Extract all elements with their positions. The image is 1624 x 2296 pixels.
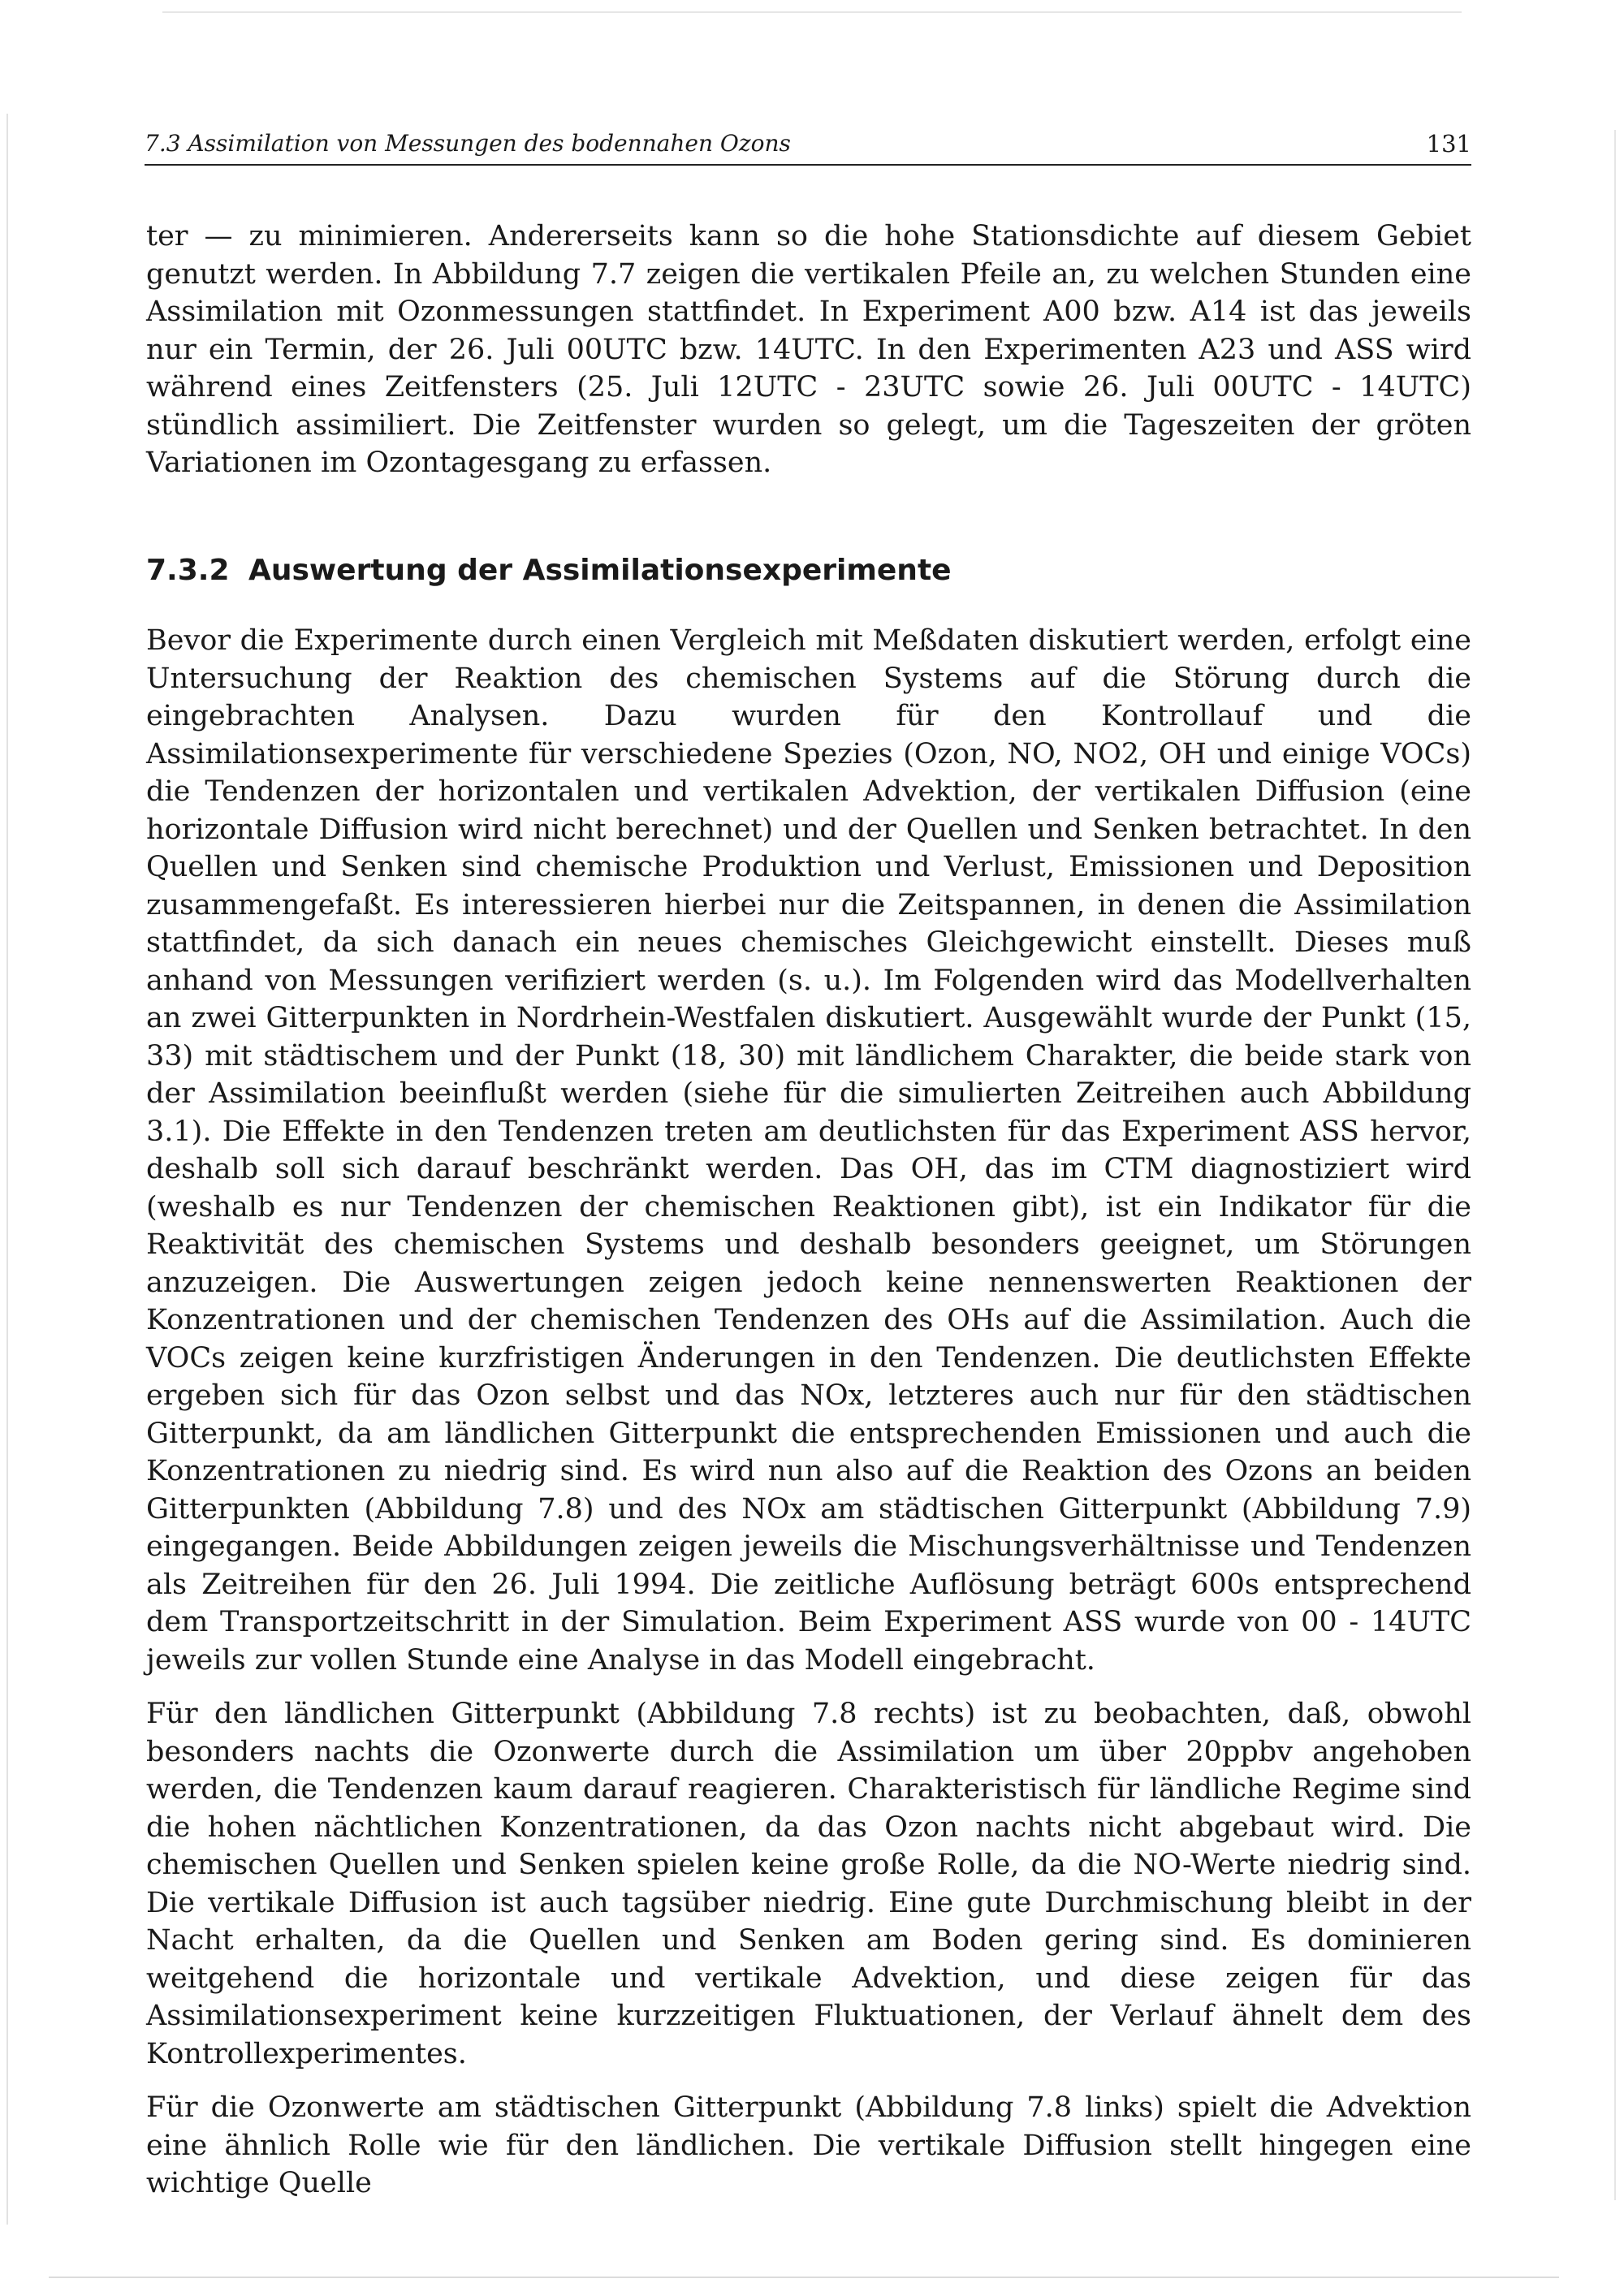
page-number: 131: [1426, 130, 1471, 158]
paragraph-urban-gridpoint: Für die Ozonwerte am städtischen Gitterpunkt (Abbildung 7.8 links) spielt die Advektion eine ähnlich Rolle wie für den ländlichen. Die vertikale Diffusion stellt hingegen eine wichtige Quelle: [146, 2091, 1471, 2199]
scan-edge-top: [162, 11, 1462, 13]
paragraph-rural-gridpoint: Für den ländlichen Gitterpunkt (Abbildung 7.8 rechts) ist zu beobachten, daß, obwohl besonders nachts die Ozonwerte durch die Assimilation um über 20ppbv angehoben werden, die Tendenzen kaum darauf reagieren. Charakteristisch für ländliche Regime sind die hohen nächtlichen Konzentrationen, da das Ozon nachts nicht abgebaut wird. Die chemischen Quellen und Senken spielen keine große Rolle, da die NO-Werte niedrig sind. Die vertikale Diffusion ist auch tagsüber niedrig. Eine gute Durchmischung bleibt in der Nacht erhalten, da die Quellen und Senken am Boden gering sind. Es dominieren weitgehend die horizontale und vertikale Advektion, und diese zeigen für das Assimilationsexperiment keine kurzzeitigen Fluktuationen, der Verlauf ähnelt dem des Kontrollexperimentes.: [146, 1698, 1471, 2070]
page-body: [146, 218, 1471, 2203]
paragraph-continuation: ter — zu minimieren. Andererseits kann so die hohe Stationsdichte auf diesem Gebiet genutzt werden. In Abbildung 7.7 zeigen die vertikalen Pfeile an, zu welchen Stunden eine Assimilation mit Ozonmessungen stattfindet. In Experiment A00 bzw. A14 ist das jeweils nur ein Termin, der 26. Juli 00UTC bzw. 14UTC. In den Experimenten A23 und ASS wird während eines Zeitfensters (25. Juli 12UTC - 23UTC sowie 26. Juli 00UTC - 14UTC) stündlich assimiliert. Die Zeitfenster wurden so gelegt, um die Tageszeiten der gröten Variationen im Ozontagesgang zu erfassen.: [146, 220, 1471, 479]
section-heading: [146, 552, 1471, 590]
scan-edge-bottom: [49, 2277, 1559, 2278]
section-title: Auswertung der Assimilationsexperimente: [248, 553, 952, 587]
section-number: 7.3.2: [146, 553, 230, 587]
running-header: [145, 127, 1471, 166]
scan-edge-left: [6, 114, 8, 2225]
running-header-section: 7.3 Assimilation von Messungen des bodennahen Ozons: [145, 130, 791, 157]
paragraph-tendency-analysis: Bevor die Experimente durch einen Vergleich mit Meßdaten diskutiert werden, erfolgt eine Untersuchung der Reaktion des chemischen Systems auf die Störung durch die eingebrachten Analysen. Dazu wurden für den Kontrollauf und die Assimilationsexperimente für verschiedene Spezies (Ozon, NO, NO2, OH und einige VOCs) die Tendenzen der horizontalen und vertikalen Advektion, der vertikalen Diffusion (eine horizontale Diffusion wird nicht berechnet) und der Quellen und Senken betrachtet. In den Quellen und Senken sind chemische Produktion und Verlust, Emissionen und Deposition zusammengefaßt. Es interessieren hierbei nur die Zeitspannen, in denen die Assimilation stattfindet, da sich danach ein neues chemisches Gleichgewicht einstellt. Dieses muß anhand von Messungen verifiziert werden (s. u.). Im Folgenden wird das Modellverhalten an zwei Gitterpunkten in Nordrhein-Westfalen diskutiert. Ausgewählt wurde der Punkt (15, 33) mit städtischem und der Punkt (18, 30) mit ländlichem Charakter, die beide stark von der Assimilation beeinflußt werden (siehe für die simulierten Zeitreihen auch Abbildung 3.1). Die Effekte in den Tendenzen treten am deutlichsten für das Experiment ASS hervor, deshalb soll sich darauf beschränkt werden. Das OH, das im CTM diagnostiziert wird (weshalb es nur Tendenzen der chemischen Reaktionen gibt), ist ein Indikator für die Reaktivität des chemischen Systems und deshalb besonders geeignet, um Störungen anzuzeigen. Die Auswertungen zeigen jedoch keine nennenswerten Reaktionen der Konzentrationen und der chemischen Tendenzen des OHs auf die Assimilation. Auch die VOCs zeigen keine kurzfristigen Änderungen in den Tendenzen. Die deutlichsten Effekte ergeben sich für das Ozon selbst und das NOx, letzteres auch nur für den städtischen Gitterpunkt, da am ländlichen Gitterpunkt die entsprechenden Emissionen und auch die Konzentrationen zu niedrig sind. Es wird nun also auf die Reaktion des Ozons an beiden Gitterpunkten (Abbildung 7.8) und des NOx am städtischen Gitterpunkt (Abbildung 7.9) eingegangen. Beide Abbildungen zeigen jeweils die Mischungsverhältnisse und Tendenzen als Zeitreihen für den 26. Juli 1994. Die zeitliche Auflösung beträgt 600s entsprechend dem Transportzeitschritt in der Simulation. Beim Experiment ASS wurde von 00 - 14UTC jeweils zur vollen Stunde eine Analyse in das Modell eingebracht.: [146, 624, 1471, 1677]
scan-edge-right: [1614, 130, 1616, 2200]
